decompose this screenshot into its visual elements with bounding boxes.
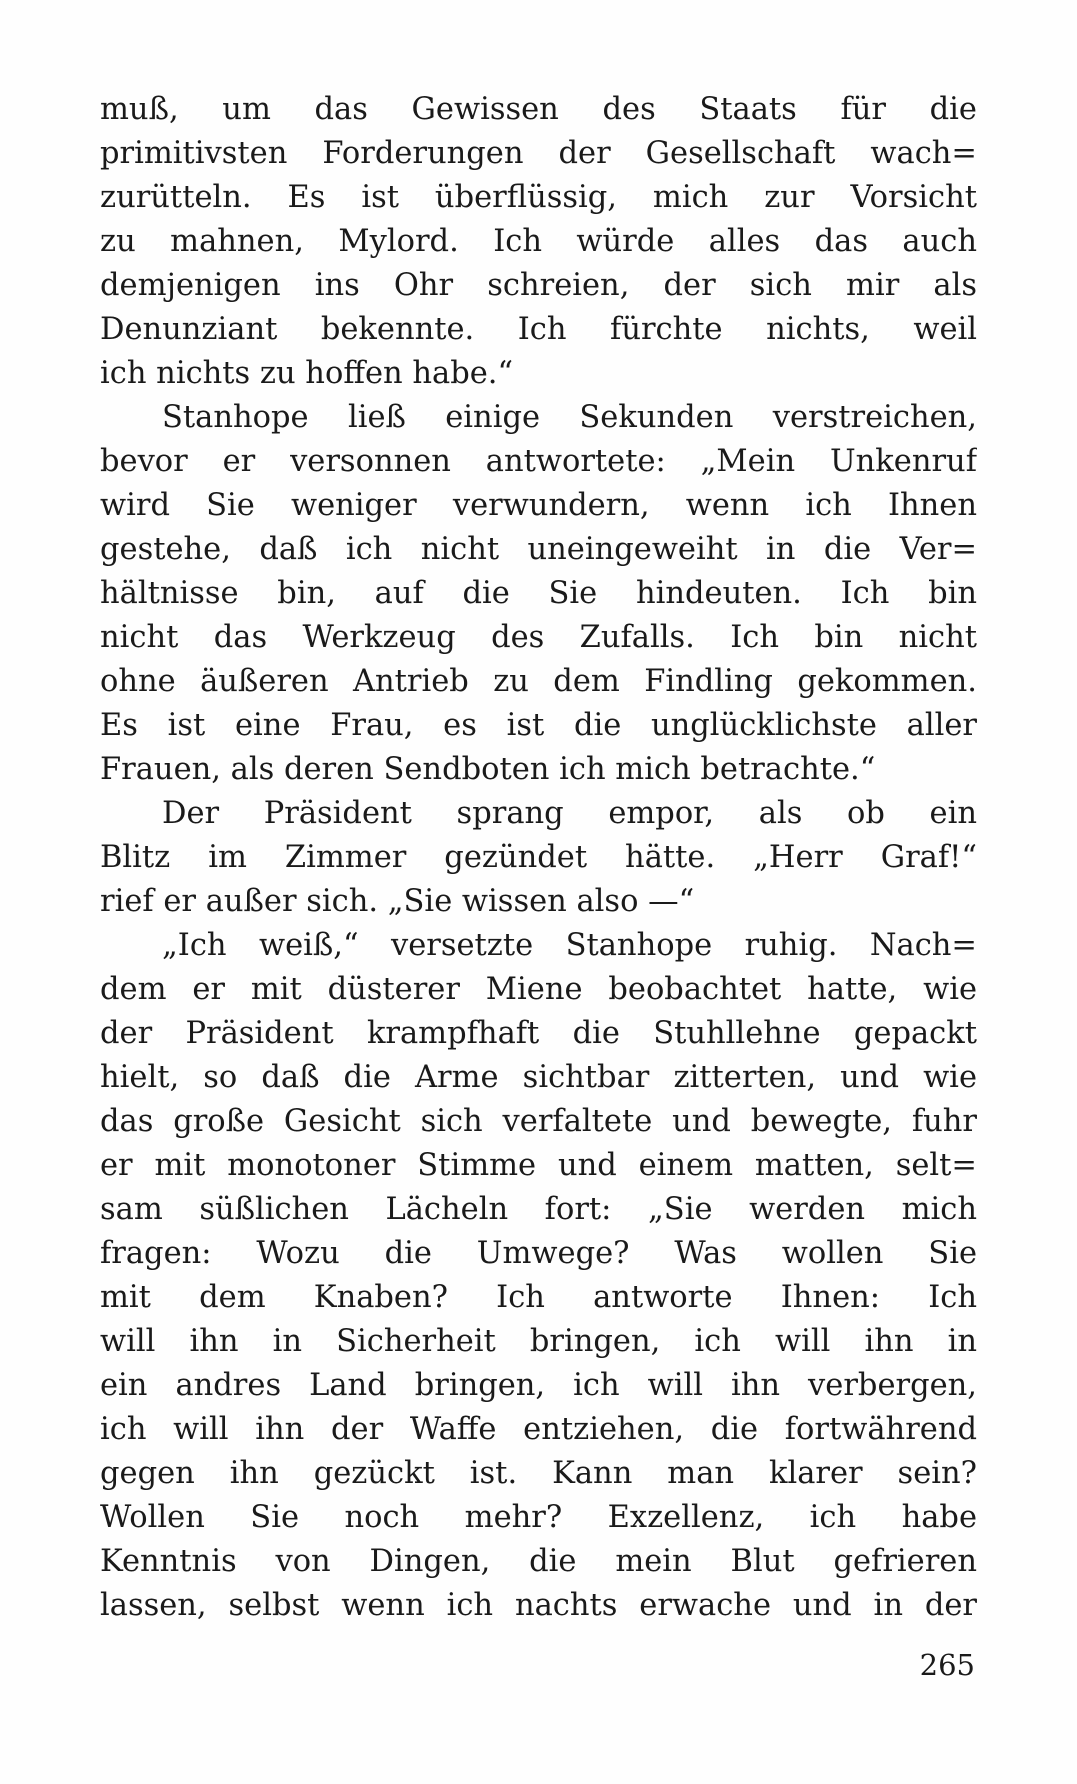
text-line: muß, um das Gewissen des Staats für die [100, 92, 977, 127]
text-line: primitivsten Forderungen der Gesellschaft wach= [100, 136, 977, 171]
text-line: gestehe, daß ich nicht uneingeweiht in die Ver= [100, 532, 977, 567]
text-line: gegen ihn gezückt ist. Kann man klarer sein? [100, 1456, 977, 1491]
paragraph-start: Stanhope ließ einige Sekunden verstreichen, [162, 400, 977, 435]
body-text [100, 88, 977, 1628]
text-line: fragen: Wozu die Umwege? Was wollen Sie [100, 1236, 977, 1271]
text-line: der Präsident krampfhaft die Stuhllehne gepackt [100, 1016, 977, 1051]
text-line: ein andres Land bringen, ich will ihn verbergen, [100, 1368, 977, 1403]
text-line: Es ist eine Frau, es ist die unglücklichste aller [100, 708, 977, 743]
text-line: wird Sie weniger verwundern, wenn ich Ihnen [100, 488, 977, 523]
text-line: will ihn in Sicherheit bringen, ich will ihn in [100, 1324, 977, 1359]
text-line: das große Gesicht sich verfaltete und bewegte, fuhr [100, 1104, 977, 1139]
text-line: Kenntnis von Dingen, die mein Blut gefrieren [100, 1544, 977, 1579]
text-line: ich nichts zu hoffen habe.“ [100, 356, 514, 391]
text-line: nicht das Werkzeug des Zufalls. Ich bin nicht [100, 620, 977, 655]
paragraph-start: Der Präsident sprang empor, als ob ein [162, 796, 977, 831]
text-line: Frauen, als deren Sendboten ich mich betrachte.“ [100, 752, 876, 787]
text-line: ich will ihn der Waffe entziehen, die fortwährend [100, 1412, 977, 1447]
text-line: demjenigen ins Ohr schreien, der sich mir als [100, 268, 977, 303]
text-line: bevor er versonnen antwortete: „Mein Unkenruf [100, 444, 977, 479]
text-line: dem er mit düsterer Miene beobachtet hatte, wie [100, 972, 977, 1007]
text-line: Blitz im Zimmer gezündet hätte. „Herr Graf!“ [100, 840, 977, 875]
text-line: lassen, selbst wenn ich nachts erwache und in der [100, 1588, 977, 1623]
text-line: hältnisse bin, auf die Sie hindeuten. Ich bin [100, 576, 977, 611]
text-line: hielt, so daß die Arme sichtbar zitterten, und wie [100, 1060, 977, 1095]
text-line: Denunziant bekennte. Ich fürchte nichts, weil [100, 312, 977, 347]
page-number: 265 [919, 1648, 975, 1682]
text-line: sam süßlichen Lächeln fort: „Sie werden mich [100, 1192, 977, 1227]
text-line: mit dem Knaben? Ich antworte Ihnen: Ich [100, 1280, 977, 1315]
text-line: er mit monotoner Stimme und einem matten, selt= [100, 1148, 977, 1183]
text-line: zurütteln. Es ist überflüssig, mich zur Vorsicht [100, 180, 977, 215]
text-line: ohne äußeren Antrieb zu dem Findling gekommen. [100, 664, 977, 699]
paragraph-start: „Ich weiß,“ versetzte Stanhope ruhig. Nach= [162, 928, 977, 963]
text-line: Wollen Sie noch mehr? Exzellenz, ich habe [100, 1500, 977, 1535]
text-line: rief er außer sich. „Sie wissen also —“ [100, 884, 695, 919]
text-line: zu mahnen, Mylord. Ich würde alles das auch [100, 224, 977, 259]
